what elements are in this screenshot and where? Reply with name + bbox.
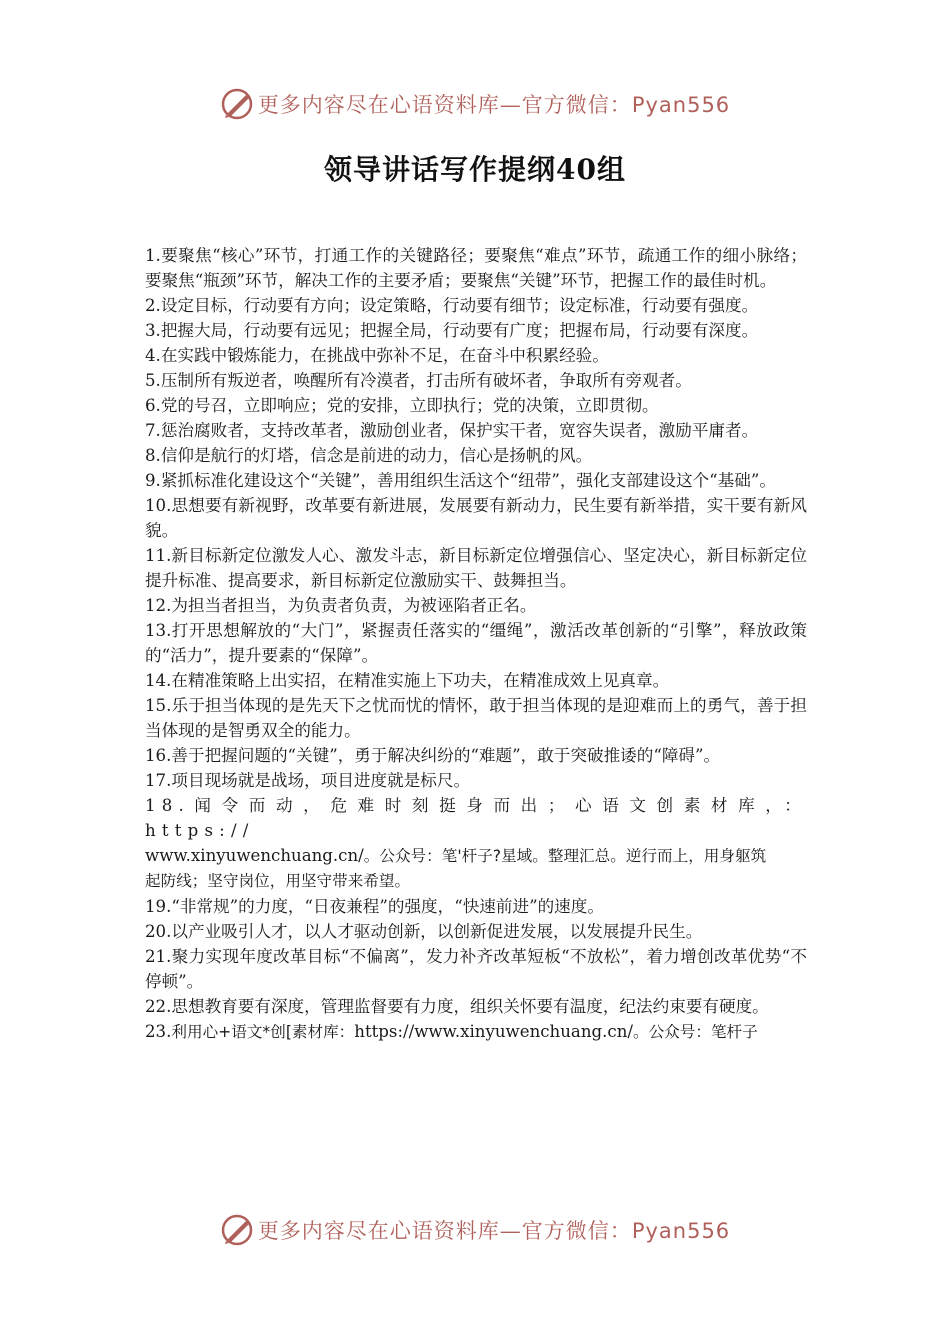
list-item: 9.紧抓标准化建设这个“关键”，善用组织生活这个“纽带”，强化支部建设这个“基础”。	[145, 471, 776, 490]
list-item: 7.惩治腐败者，支持改革者，激励创业者，保护实干者，宽容失误者，激励平庸者。	[145, 421, 759, 440]
list-item: 4.在实践中锻炼能力，在挑战中弥补不足，在奋斗中积累经验。	[145, 346, 609, 365]
list-item: 1.要聚焦“核心”环节，打通工作的关键路径；要聚焦“难点”环节，疏通工作的细小脉络；要聚焦“瓶颈”环节，解决工作的主要矛盾；要聚焦“关键”环节，把握工作的最佳时机。	[145, 246, 807, 290]
list-item: 2.设定目标，行动要有方向；设定策略，行动要有细节；设定标准，行动要有强度。	[145, 296, 759, 315]
list-item: 11.新目标新定位激发人心、激发斗志，新目标新定位增强信心、坚定决心，新目标新定位提升标准、提高要求，新目标新定位激励实干、鼓舞担当。	[145, 546, 807, 590]
list-item: 17.项目现场就是战场，项目进度就是标尺。	[145, 771, 471, 790]
list-item-18-line2-text: 。公众号：笔'杆子?星域。整理汇总。逆行而上，用身躯筑	[363, 847, 767, 865]
list-item: 16.善于把握问题的“关键”，勇于解决纠纷的“难题”，敢于突破推诿的“障碍”。	[145, 746, 721, 765]
header-banner-label: 更多内容尽在心语资料库—官方微信：	[257, 93, 632, 117]
footer-banner-text	[258, 1215, 730, 1245]
list-item: 21.聚力实现年度改革目标“不偏离”，发力补齐改革短板“不放松”，着力增创改革优势“不停顿”。	[145, 947, 807, 991]
source-url: https://www.xinyuwenchuang.cn/	[354, 1022, 633, 1041]
list-item: 14.在精准策略上出实招，在精准实施上下功夫，在精准成效上见真章。	[145, 671, 670, 690]
list-item-23-number: 23.	[145, 1022, 172, 1041]
list-item-23	[145, 1019, 807, 1044]
list-item: 12.为担当者担当，为负责者负责，为被诬陷者正名。	[145, 596, 537, 615]
list-item: 22.思想教育要有深度，管理监督要有力度，组织关怀要有温度，纪法约束要有硬度。	[145, 997, 769, 1016]
list-item: 6.党的号召，立即响应；党的安排，立即执行；党的决策，立即贯彻。	[145, 396, 659, 415]
list-item-18-line3: 起防线；坚守岗位，用坚守带来希望。	[145, 872, 411, 890]
header-banner	[0, 82, 950, 126]
footer-banner	[0, 1208, 950, 1252]
list-item: 13.打开思想解放的“大门”，紧握责任落实的“缰绳”，激活改革创新的“引擎”，释放政策的“活力”，提升要素的“保障”。	[145, 621, 807, 665]
list-item: 10.思想要有新视野，改革要有新进展，发展要有新动力，民生要有新举措，实干要有新风貌。	[145, 496, 807, 540]
pen-circle-logo-icon	[220, 1213, 254, 1247]
list-item-23-text-b: 。公众号：笔杆子	[632, 1023, 758, 1041]
list-item-18	[145, 793, 807, 894]
list-item-23-text-a: 利用心+语文*创[素材库：	[171, 1023, 355, 1041]
list-item: 5.压制所有叛逆者，唤醒所有冷漠者，打击所有破坏者，争取所有旁观者。	[145, 371, 692, 390]
header-banner-text	[258, 89, 730, 119]
list-item: 20.以产业吸引人才，以人才驱动创新，以创新促进发展，以发展提升民生。	[145, 922, 703, 941]
footer-wechat-id: Pyan556	[631, 1219, 731, 1243]
source-url: www.xinyuwenchuang.cn/	[145, 846, 364, 865]
document-body	[145, 243, 807, 1044]
list-item: 19.“非常规”的力度，“日夜兼程”的强度，“快速前进”的速度。	[145, 897, 604, 916]
list-item: 8.信仰是航行的灯塔，信念是前进的动力，信心是扬帆的风。	[145, 446, 593, 465]
header-wechat-id: Pyan556	[631, 93, 731, 117]
list-item-18-line2	[145, 843, 807, 869]
list-item: 3.把握大局，行动要有远见；把握全局，行动要有广度；把握布局，行动要有深度。	[145, 321, 759, 340]
list-item: 15.乐于担当体现的是先天下之忧而忧的情怀，敢于担当体现的是迎难而上的勇气，善于担当体现的是智勇双全的能力。	[145, 696, 807, 740]
list-item-18-line1: 18.闻令而动，危难时刻挺身而出；心语文创素材库，：https://	[145, 796, 807, 840]
footer-banner-label: 更多内容尽在心语资料库—官方微信：	[257, 1219, 632, 1243]
page-title: 领导讲话写作提纲40组	[324, 153, 626, 186]
pen-circle-logo-icon	[220, 87, 254, 121]
